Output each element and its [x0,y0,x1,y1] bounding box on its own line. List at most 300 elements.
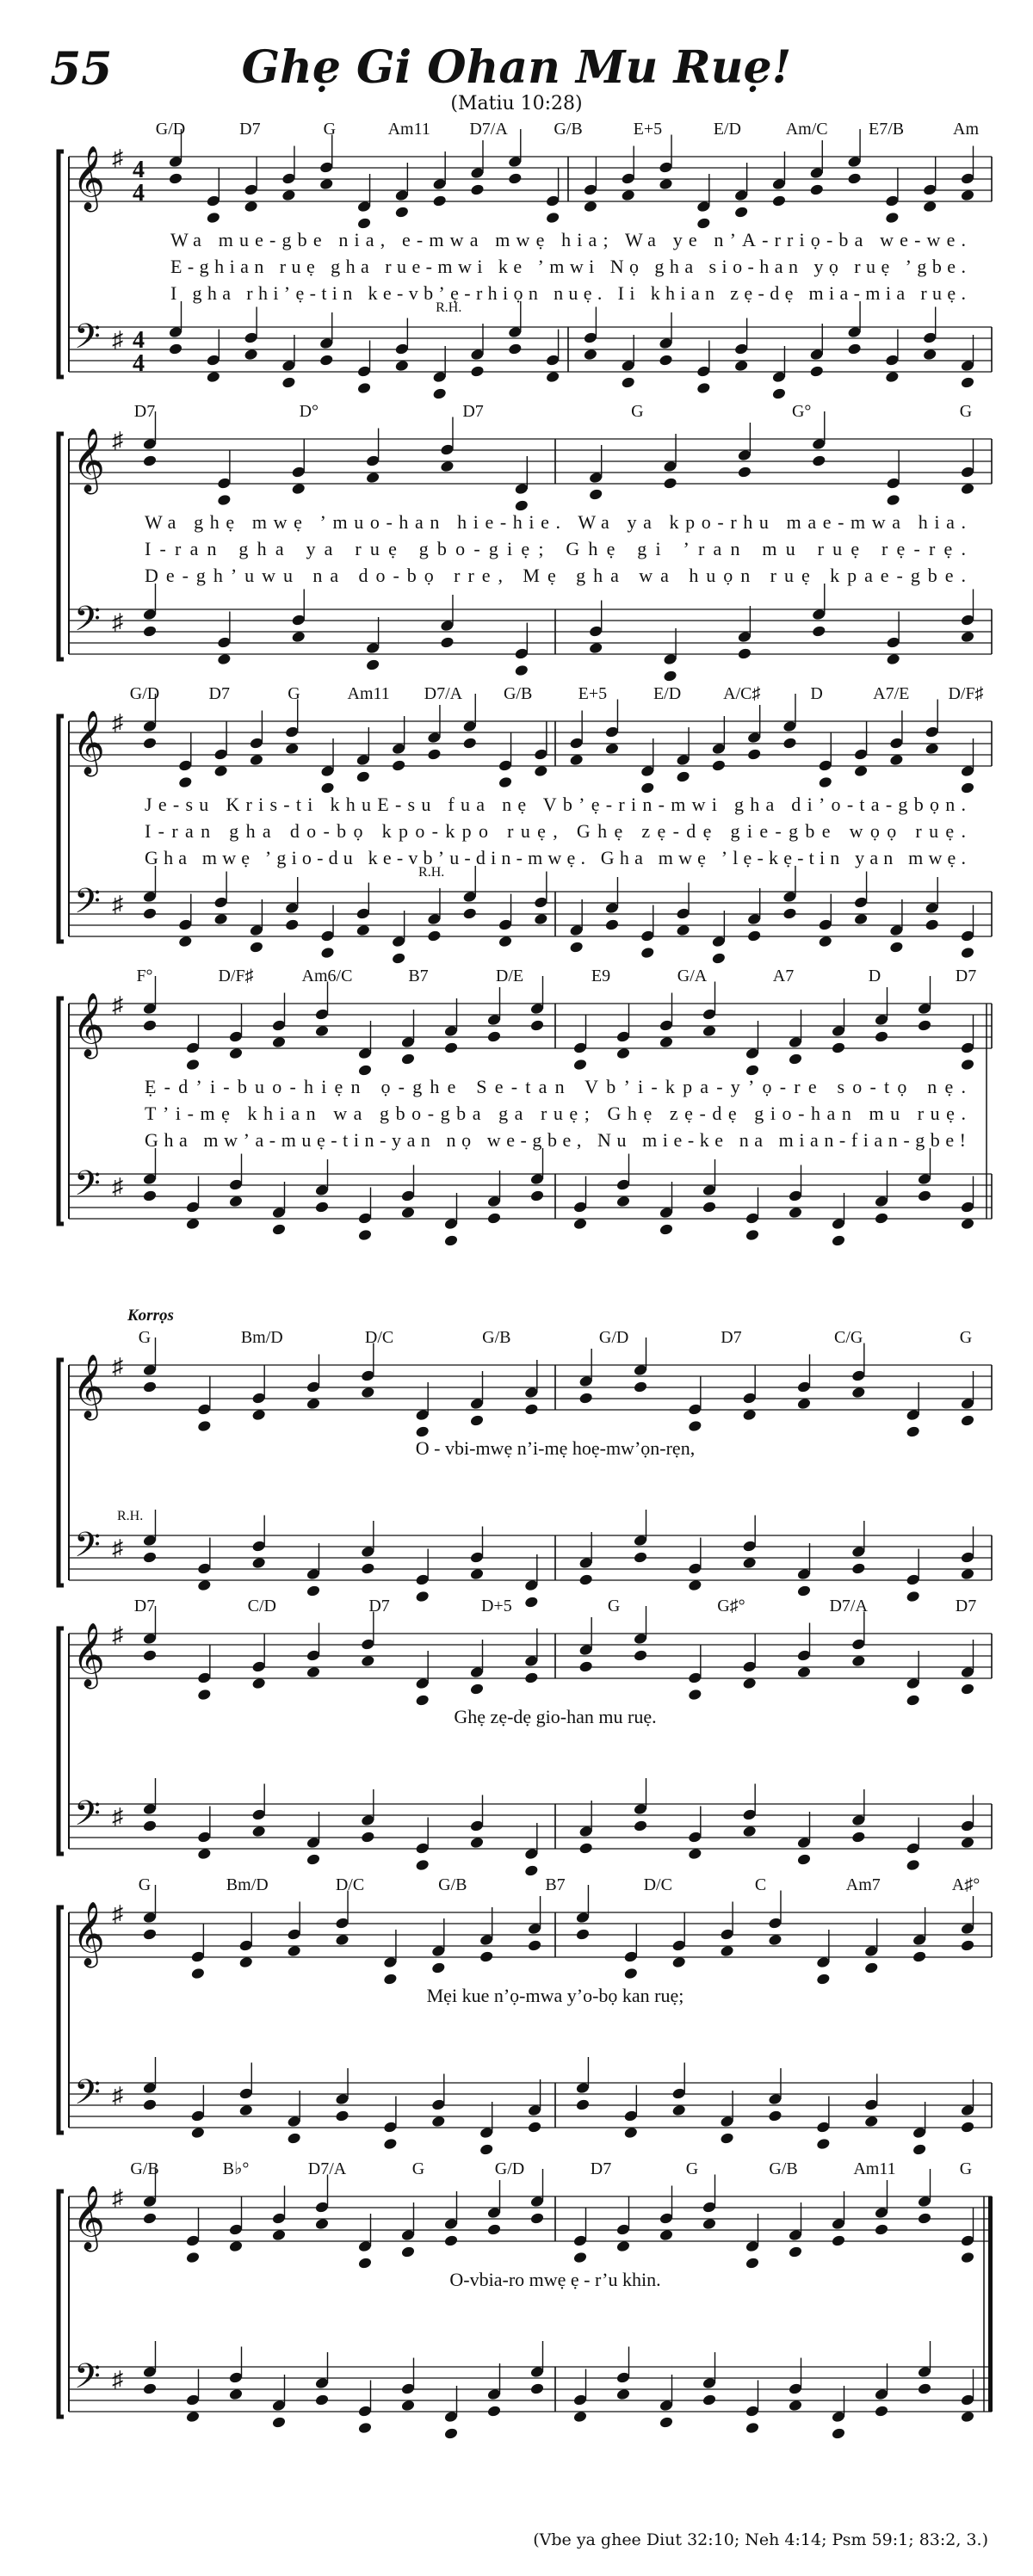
final-barline-thick [988,2196,993,2412]
bass-note [589,641,603,654]
bass-note [356,924,370,936]
treble-note [524,1671,539,1684]
treble-note [702,2217,716,2230]
system-bracket [59,151,64,377]
bass-note [440,636,455,649]
treble-note [142,454,157,467]
treble-note [960,1058,974,1071]
treble-clef-icon: 𝄞 [72,712,105,773]
treble-staff [69,1634,992,1678]
lyric-line-1: Mẹi kue n’ọ-mwa y’o-bọ kan ruẹ; [426,1985,684,2006]
bass-note [524,1864,539,1877]
bass-note [529,1189,544,1202]
treble-note [886,493,900,506]
bass-note [178,935,193,948]
bass-note [527,2121,541,2134]
chord-symbol: Bm/D [240,1328,283,1347]
treble-note [291,482,306,495]
chord-symbol: E+5 [578,684,608,703]
chord-symbol: Am11 [853,2159,896,2178]
treble-note [742,1677,757,1690]
bass-note [249,941,263,954]
bass-note [287,2132,301,2145]
treble-note [768,1933,782,1946]
chord-symbol: D7 [133,1597,156,1615]
treble-note [771,195,786,207]
chord-symbol: G/D [494,2159,525,2178]
treble-note [285,742,300,755]
treble-note [688,1419,702,1432]
lyric-line-1: O - vbi-mwẹ n’i-mẹ hoẹ-mw’ọn-rẹn, [415,1437,696,1459]
chord-symbol: G [138,1875,152,1894]
bass-note [885,370,900,383]
treble-note [711,759,726,772]
treble-note [831,2234,845,2247]
bass-note [663,670,677,683]
treble-note [960,1414,974,1427]
treble-note [142,737,157,750]
chord-symbol: D7 [368,1597,390,1615]
treble-note [534,764,548,777]
treble-note [788,1053,802,1066]
bass-note [142,1551,157,1564]
lyric-line-1: Je-su Kris-ti khuE-su fua nẹ Vb’ẹ-rin-mwi gha di’o-ta-gbọn. [145,794,966,815]
system-bracket [59,1907,64,2133]
bass-clef-icon: 𝄢 [74,1165,101,1211]
lyric-line-1: Ẹ-d’i-buo-hiẹn ọ-ghe Se-tan Vb’i-kpa-y’ọ-re so-tọ nẹ. [145,1076,967,1097]
bass-note [271,1223,286,1236]
treble-staff [69,1912,992,1957]
bass-note [604,918,619,931]
treble-staff [69,2196,992,2241]
treble-note [640,781,655,794]
bass-note [432,387,447,400]
bass-note [524,1596,539,1609]
bass-note [702,2394,716,2406]
treble-note [912,1950,927,1963]
treble-note [356,770,370,783]
treble-note [633,1381,647,1393]
bass-note [960,2410,974,2423]
chord-symbol: D/C [335,1875,365,1894]
treble-note [392,759,406,772]
treble-note [960,1683,974,1696]
chord-symbol: D [868,967,881,985]
chord-symbol: D7 [955,967,977,985]
treble-note [142,1928,157,1941]
bass-note [809,365,824,378]
bass-note [306,1585,320,1597]
chord-symbol: G♯° [717,1597,745,1615]
treble-note [197,1688,212,1701]
treble-clef-icon: 𝄞 [72,429,105,491]
bass-note [197,1847,212,1860]
bass-clef-icon: 𝄢 [74,2074,101,2120]
treble-clef-icon: 𝄞 [72,1903,105,1964]
chord-symbol: D7 [239,120,261,139]
treble-note [185,2251,200,2264]
bass-staff [69,2367,992,2412]
treble-staff [69,721,992,766]
treble-note [314,1024,329,1037]
system-5 [59,1307,992,1609]
treble-note [737,466,752,479]
bass-note [960,1217,974,1230]
chord-symbol: B7 [545,1875,566,1894]
treble-note [529,1019,544,1032]
chord-symbol: G/D [598,1328,629,1347]
chord-symbol: A7 [772,967,795,985]
bass-note [572,1217,587,1230]
treble-note [796,1397,811,1410]
bass-note [864,2115,879,2128]
treble-note [443,2234,458,2247]
chord-symbol: G° [791,402,812,421]
treble-note [486,2223,501,2236]
treble-note [583,200,597,213]
bass-staff [69,1804,992,1849]
bass-note [578,1573,593,1586]
treble-note [621,188,635,201]
bass-note [659,1223,673,1236]
key-signature-sharp: ♯ [112,2185,123,2210]
bass-note [886,652,900,665]
bass-note [281,376,296,389]
bass-note [185,2410,200,2423]
system-bracket [59,1628,64,1854]
key-signature-sharp: ♯ [112,145,123,170]
bass-note [244,348,258,361]
bass-note [906,1858,920,1871]
treble-note [357,1064,372,1077]
treble-note [470,183,485,196]
treble-note [320,781,335,794]
treble-note [431,1961,446,1974]
bass-note [415,1590,430,1603]
bass-note [734,359,749,372]
bass-note [514,664,529,676]
bass-note [659,354,673,367]
bass-note [271,2416,286,2429]
bass-staff [69,892,992,936]
bass-note [361,1831,375,1844]
chord-symbol: Am11 [387,120,430,139]
bass-note [142,907,157,920]
bass-note [335,2110,349,2122]
bass-note [357,2421,372,2434]
treble-note [427,748,442,761]
lyric-line-3: Gha mwẹ ’gio-du ke-vb’u-din-mwẹ. Gha mwẹ ’lẹ-kẹ-tin yan mwẹ. [145,847,967,868]
lyric-line-2: I-ran gha do-bọ kpo-kpo ruẹ, Ghẹ zẹ-dẹ gie-gbe wọọ ruẹ. [145,820,966,842]
treble-note [847,172,862,185]
treble-note [415,1694,430,1707]
chord-symbol: G [959,2159,973,2178]
bass-note [443,2427,458,2440]
bass-note [400,1206,415,1219]
key-signature-sharp: ♯ [112,1354,123,1379]
treble-note [782,737,797,750]
bass-note [796,1585,811,1597]
bass-note [469,1836,484,1849]
treble-staff [69,1004,992,1048]
chord-symbol: G [959,1328,973,1347]
treble-note [217,493,232,506]
chord-symbol: G [959,402,973,421]
treble-note [206,211,220,224]
treble-note [874,2223,888,2236]
bass-note [228,2388,243,2400]
bass-note [508,343,523,355]
treble-note [745,1064,759,1077]
treble-note [676,770,690,783]
bass-note [745,2421,759,2434]
system-bracket [59,1360,64,1585]
treble-note [688,1688,702,1701]
chord-symbol: D7 [955,1597,977,1615]
time-signature-bottom: 4 [133,350,145,377]
hymn-number: 55 [50,43,113,96]
treble-clef-icon: 𝄞 [72,994,105,1055]
bass-staff [69,609,992,654]
lyric-line-3: Gha mw’a-muẹ-tin-yan nọ we-gbe, Nu mie-ke na mian-fian-gbe! [144,1129,967,1151]
treble-note [623,1967,638,1980]
chord-symbol: D7 [590,2159,612,2178]
chord-symbol: G [631,402,644,421]
bass-note [960,1567,974,1580]
chord-symbol: G [323,120,337,139]
bass-note [874,1212,888,1225]
chord-symbol: Am/C [785,120,828,139]
bass-note [768,2110,782,2122]
treble-note [190,1967,205,1980]
chord-symbol: G [138,1328,152,1347]
treble-note [281,188,296,201]
bass-note [356,381,371,394]
key-signature-sharp: ♯ [112,2083,123,2108]
bass-clef-icon: 𝄢 [74,318,101,364]
chord-symbol: D7/A [469,120,508,139]
treble-note [818,775,832,788]
treble-note [906,1694,920,1707]
treble-note [960,781,974,794]
bass-note [142,625,157,638]
chord-symbol: F° [136,967,153,985]
treble-note [742,1408,757,1421]
treble-note [271,2228,286,2241]
bass-note [361,1562,375,1575]
bass-note [217,652,232,665]
chord-symbol: D/C [364,1328,394,1347]
bass-note [742,1556,757,1569]
chord-symbol: D7/A [829,1597,868,1615]
scripture-reference: (Matiu 10:28) [450,93,583,114]
time-signature-top: 4 [133,327,145,354]
treble-note [287,1944,301,1957]
chord-symbol: G/D [155,120,186,139]
bass-note [633,1551,647,1564]
bass-note [431,2115,446,2128]
bass-note [912,2143,927,2156]
chord-symbol: G/D [129,684,160,703]
chord-symbol: E7/B [869,120,905,139]
bass-note [578,1842,593,1855]
bass-staff [69,1174,992,1219]
treble-note [335,1933,349,1946]
bass-note [720,2132,734,2145]
treble-note [142,1381,157,1393]
treble-note [851,1386,866,1399]
treble-note [462,737,477,750]
bass-note [788,2399,802,2412]
bass-note [831,2427,845,2440]
bass-note [213,912,228,925]
treble-note [925,742,939,755]
chord-symbol: D [810,684,823,703]
treble-note [249,753,263,766]
bass-note [960,946,974,959]
chord-symbol: E9 [591,967,611,985]
treble-note [615,1047,630,1059]
chord-symbol: D+5 [480,1597,512,1615]
right-hand-mark: R.H. [117,1509,144,1523]
bass-note [847,343,862,355]
bass-note [285,918,300,931]
bass-note [745,1228,759,1241]
bass-note [688,1578,702,1591]
bass-note [960,376,974,389]
bass-note [633,1819,647,1832]
treble-note [851,1654,866,1667]
chord-symbol: D/F♯ [218,967,254,985]
time-signature-top: 4 [133,157,145,183]
treble-note [831,1041,845,1054]
treble-note [469,1414,484,1427]
bass-note [782,907,797,920]
treble-note [228,2239,243,2252]
treble-note [853,764,868,777]
bass-note [572,2410,587,2423]
key-signature-sharp: ♯ [112,428,123,453]
treble-note [238,1955,253,1968]
chord-symbol: A♯° [951,1875,980,1894]
bass-note [251,1556,266,1569]
section-label: Korrọs [127,1307,174,1325]
chord-symbol: G [288,684,300,703]
bass-note [534,912,548,925]
system-bracket [59,434,64,659]
bass-note [400,2399,415,2412]
bass-clef-icon: 𝄢 [74,1527,101,1572]
treble-note [589,488,603,501]
hymn-title: Ghẹ Gi Ohan Mu Ruẹ! [241,41,792,94]
bass-clef-icon: 𝄢 [74,601,101,646]
bass-note [796,1853,811,1866]
bass-note [659,2416,673,2429]
treble-note [604,742,619,755]
treble-note [696,217,711,230]
treble-note [572,2251,587,2264]
treble-note [633,1649,647,1662]
treble-note [917,1019,931,1032]
treble-note [923,200,937,213]
treble-note [508,172,523,185]
bass-staff [69,2083,992,2128]
key-signature-sharp: ♯ [112,609,123,634]
bass-note [238,2103,253,2116]
key-signature-sharp: ♯ [112,1901,123,1926]
bass-note [443,1234,458,1247]
chord-symbol: D/F♯ [948,684,984,703]
bass-note [747,930,762,942]
bass-note [320,946,335,959]
bass-note [365,658,380,671]
chord-symbol: E+5 [633,120,663,139]
bass-note [197,1578,212,1591]
treble-note [443,1041,458,1054]
chord-symbol: G/A [677,967,708,985]
bass-clef-icon: 𝄢 [74,883,101,929]
treble-note [960,1939,974,1952]
bass-note [479,2143,494,2156]
treble-note [788,2246,802,2258]
bass-note [486,1212,501,1225]
right-hand-mark: R.H. [418,865,445,880]
bass-note [470,365,485,378]
bass-note [357,1228,372,1241]
key-signature-sharp: ♯ [112,327,123,352]
treble-note [356,217,371,230]
chord-symbol: Am7 [845,1875,881,1894]
bass-note [314,1201,329,1214]
treble-note [960,482,974,495]
bass-note [742,1825,757,1838]
treble-note [572,1058,587,1071]
chord-symbol: C/D [247,1597,276,1615]
bass-note [206,370,220,383]
chord-symbol: Am6/C [301,967,353,985]
treble-note [702,1024,716,1037]
treble-note [514,499,529,512]
bass-note [142,1189,157,1202]
key-signature-sharp: ♯ [112,1174,123,1199]
bass-note [392,952,406,965]
treble-note [178,775,193,788]
bass-note [228,1195,243,1208]
lyric-line-3: I gha rhi’ẹ-tin ke-vb’ẹ-rhiọn nuẹ. Ii khian zẹ-dẹ mia-mia ruẹ. [170,282,966,304]
bass-note [615,1195,630,1208]
treble-note [314,2217,329,2230]
treble-note [569,753,584,766]
treble-note [809,183,824,196]
chord-symbol: G/B [503,684,533,703]
treble-staff [69,439,992,484]
treble-note [432,195,447,207]
bass-note [545,370,560,383]
bass-note [383,2137,398,2150]
treble-note [663,477,677,490]
bass-staff [69,1535,992,1580]
bass-note [818,935,832,948]
bass-note [569,941,584,954]
lyric-line-2: E-ghian ruẹ gha rue-mwi ke ’mwi Nọ gha sio-han yọ ruẹ ’gbe. [170,256,967,277]
chord-symbol: G/B [438,1875,467,1894]
bass-note [917,1189,931,1202]
treble-note [529,2212,544,2225]
treble-note [486,1030,501,1043]
bass-note [906,1590,920,1603]
bass-note [640,946,655,959]
treble-note [615,2239,630,2252]
